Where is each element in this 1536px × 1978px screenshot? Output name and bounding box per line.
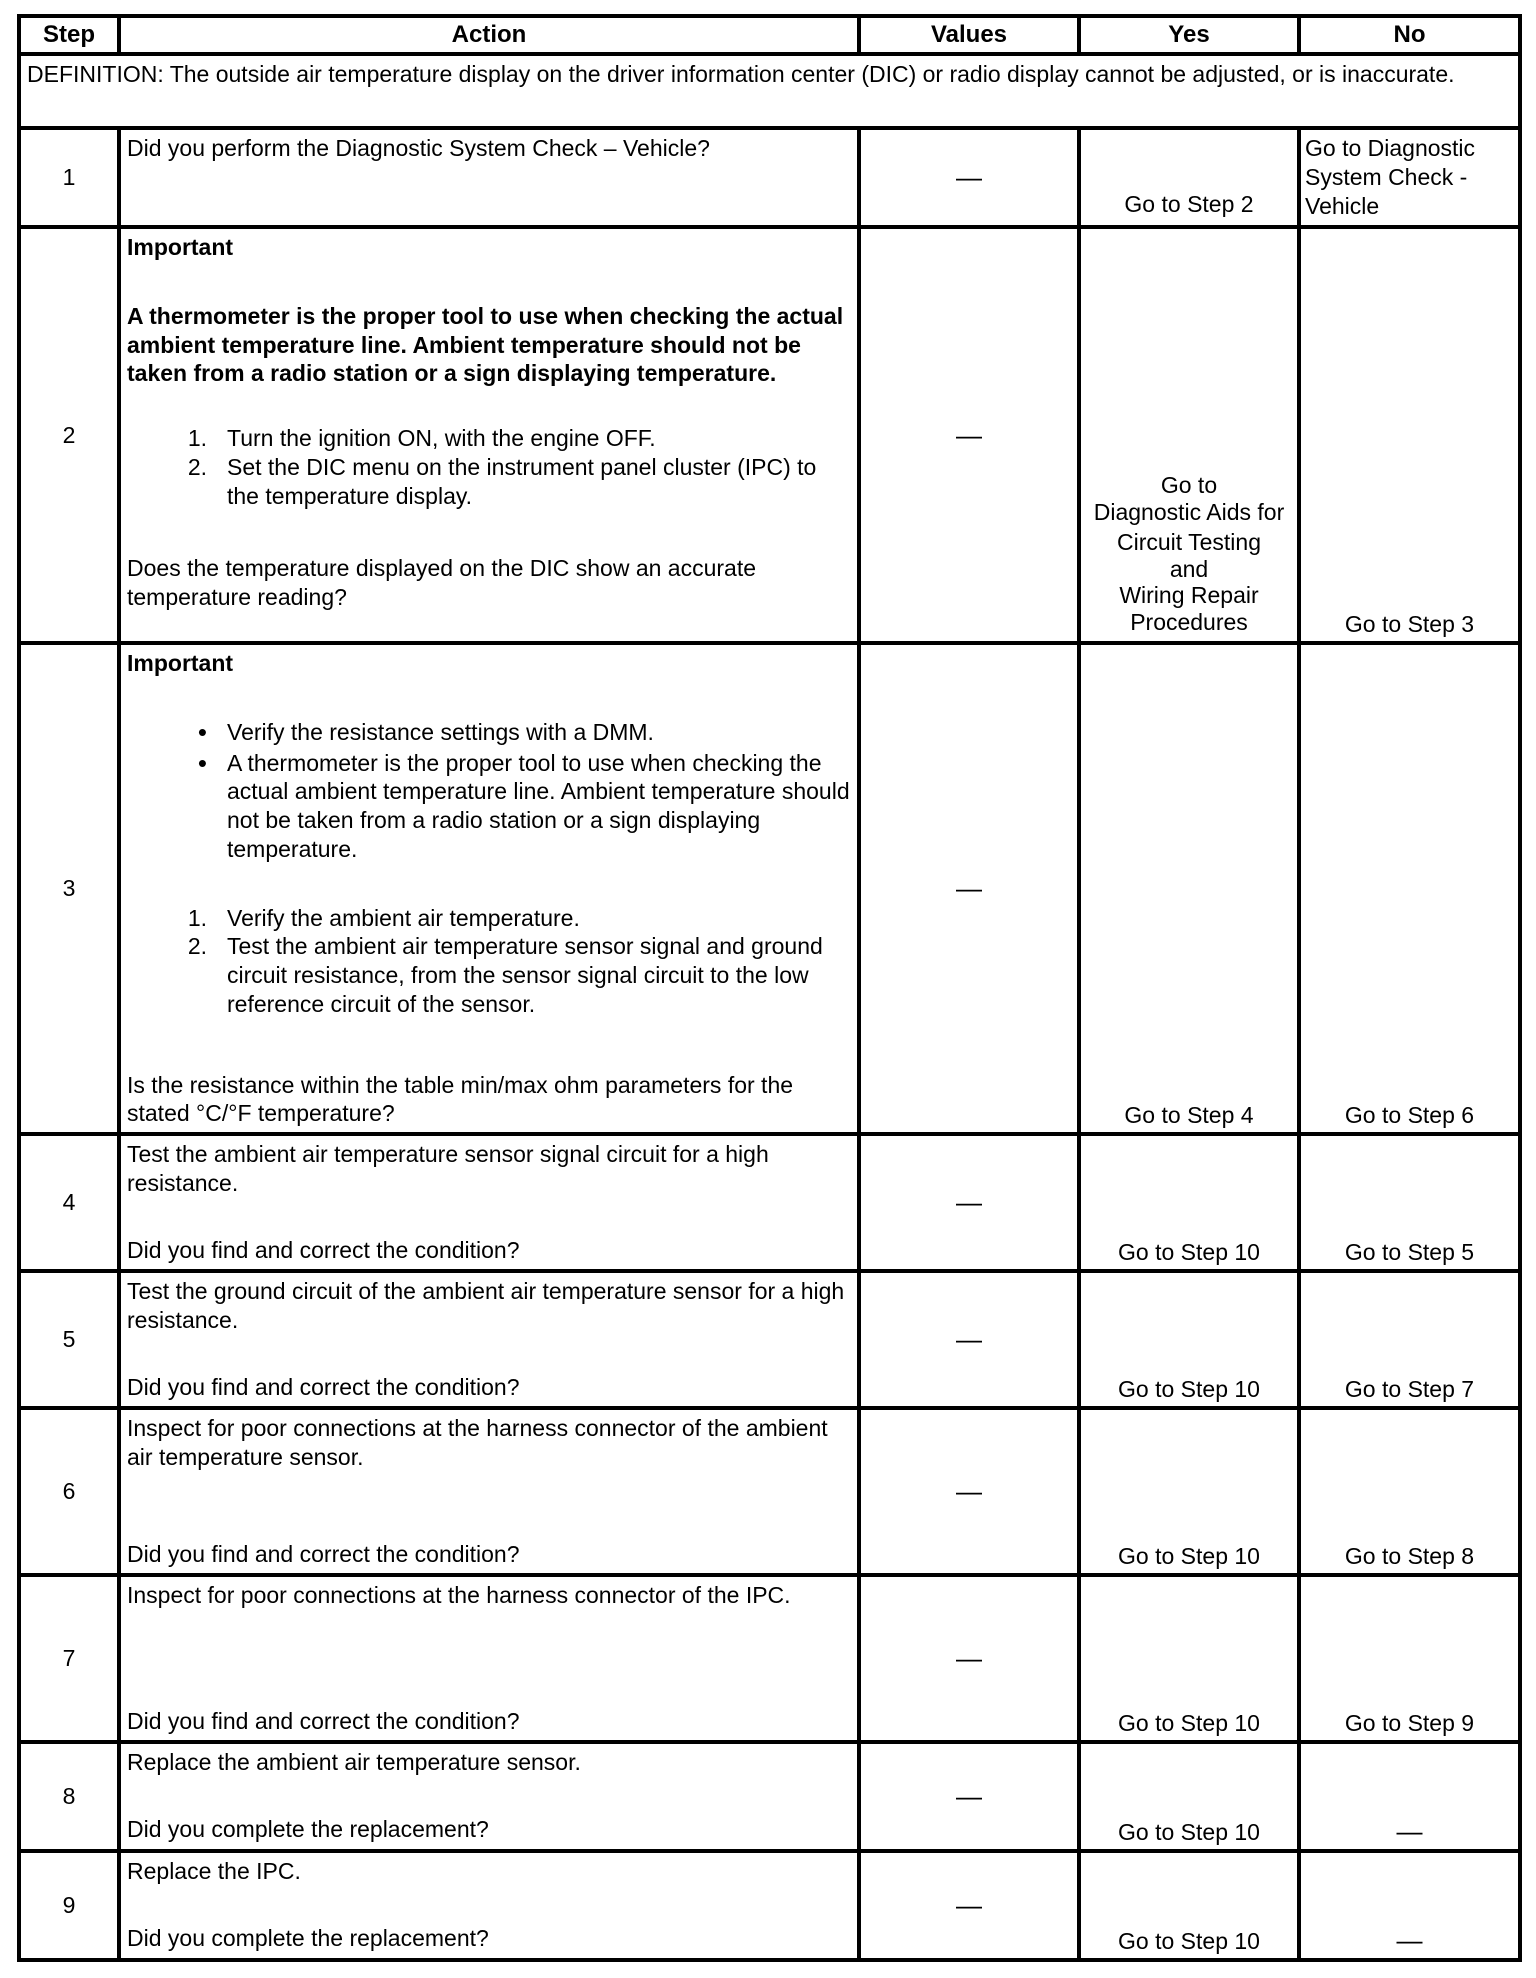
action-cell xyxy=(119,1271,859,1408)
no-cell: Go to Step 8 xyxy=(1299,1408,1520,1575)
yes-cell: Go to Step 4 xyxy=(1079,643,1299,1134)
action-text: Test the ground circuit of the ambient air temperature sensor for a high resistance. xyxy=(127,1278,845,1333)
action-cell xyxy=(119,128,859,227)
action-question: Does the temperature displayed on the DIC show an accurate temperature reading? xyxy=(127,555,757,610)
values-cell: — xyxy=(859,1408,1079,1575)
bullet-list xyxy=(127,718,851,864)
step-number: 9 xyxy=(19,1851,119,1960)
step-number: 4 xyxy=(19,1134,119,1271)
list-item: 1. Turn the ignition ON, with the engine OFF. xyxy=(187,425,656,451)
header-yes: Yes xyxy=(1079,16,1299,54)
no-cell: Go to Diagnostic System Check - Vehicle xyxy=(1299,128,1520,227)
values-cell: — xyxy=(859,643,1079,1134)
table-row xyxy=(19,1271,1520,1408)
action-text: Replace the IPC. xyxy=(127,1858,301,1884)
definition-row xyxy=(19,54,1520,128)
step-number: 7 xyxy=(19,1575,119,1742)
step-number: 3 xyxy=(19,643,119,1134)
no-cell: Go to Step 7 xyxy=(1299,1271,1520,1408)
action-cell xyxy=(119,227,859,643)
yes-cell: Go to Step 10 xyxy=(1079,1575,1299,1742)
table-row xyxy=(19,1742,1520,1851)
step-number: 6 xyxy=(19,1408,119,1575)
table-row xyxy=(19,128,1520,227)
table-row xyxy=(19,643,1520,1134)
list-item: 2. Test the ambient air temperature sensor signal and ground circuit resistance, from the sensor signal circuit to the low reference circuit of the sensor. xyxy=(187,933,823,1017)
no-cell: Go to Step 6 xyxy=(1299,643,1520,1134)
values-cell: — xyxy=(859,128,1079,227)
action-question: Did you find and correct the condition? xyxy=(127,1540,520,1567)
header-step: Step xyxy=(19,16,119,54)
values-cell: — xyxy=(859,1742,1079,1851)
action-cell xyxy=(119,1742,859,1851)
action-text: Inspect for poor connections at the harness connector of the ambient air temperature sensor. xyxy=(127,1415,828,1470)
action-cell xyxy=(119,1851,859,1960)
important-text: A thermometer is the proper tool to use when checking the actual ambient temperature line. Ambient temperature should not be taken from a radio station or a sign displaying temperature. xyxy=(127,302,844,387)
yes-cell: Go to Step 10 xyxy=(1079,1742,1299,1851)
header-values: Values xyxy=(859,16,1079,54)
table-row xyxy=(19,1575,1520,1742)
no-cell: Go to Step 3 xyxy=(1299,227,1520,643)
table-row xyxy=(19,1408,1520,1575)
table-row xyxy=(19,1134,1520,1271)
yes-cell: Go to Step 10 xyxy=(1079,1271,1299,1408)
table-row xyxy=(19,1851,1520,1960)
no-cell: Go to Step 5 xyxy=(1299,1134,1520,1271)
table-header-row xyxy=(19,16,1520,54)
no-cell: — xyxy=(1299,1851,1520,1960)
list-item: 2. Set the DIC menu on the instrument panel cluster (IPC) to the temperature display. xyxy=(187,453,817,509)
action-question: Is the resistance within the table min/max ohm parameters for the stated °C/°F temperature? xyxy=(127,1071,794,1127)
action-question: Did you find and correct the condition? xyxy=(127,1707,520,1734)
list-item: • A thermometer is the proper tool to use when checking the actual ambient temperature line. Ambient temperature should not be taken from a radio station or a sign displaying temperature. xyxy=(197,747,850,862)
step-number: 5 xyxy=(19,1271,119,1408)
action-question: Did you perform the Diagnostic System Check – Vehicle? xyxy=(127,135,710,161)
action-cell xyxy=(119,1408,859,1575)
action-cell xyxy=(119,643,859,1134)
yes-cell: Go to Step 10 xyxy=(1079,1851,1299,1960)
definition-text: DEFINITION: The outside air temperature display on the driver information center (DIC) or radio display cannot be adjusted, or is inaccurate. xyxy=(19,54,1520,128)
list-item: • Verify the resistance settings with a DMM. xyxy=(197,716,654,747)
no-cell: Go to Step 9 xyxy=(1299,1575,1520,1742)
header-action: Action xyxy=(119,16,859,54)
action-cell xyxy=(119,1134,859,1271)
yes-cell: Go to Step 10 xyxy=(1079,1408,1299,1575)
list-item: 1. Verify the ambient air temperature. xyxy=(187,904,580,931)
action-cell xyxy=(119,1575,859,1742)
procedure-list xyxy=(127,424,851,510)
action-question: Did you find and correct the condition? xyxy=(127,1236,520,1263)
values-cell: — xyxy=(859,1134,1079,1271)
action-text: Replace the ambient air temperature sensor. xyxy=(127,1749,581,1775)
action-question: Did you find and correct the condition? xyxy=(127,1373,520,1400)
action-question: Did you complete the replacement? xyxy=(127,1924,489,1951)
header-no: No xyxy=(1299,16,1520,54)
action-question: Did you complete the replacement? xyxy=(127,1815,489,1842)
values-cell: — xyxy=(859,227,1079,643)
step-number: 2 xyxy=(19,227,119,643)
no-cell: — xyxy=(1299,1742,1520,1851)
step-number: 1 xyxy=(19,128,119,227)
yes-cell: Go to Step 2 xyxy=(1079,128,1299,227)
yes-cell: Go to Diagnostic Aids for Circuit Testing and Wiring Repair Procedures xyxy=(1079,227,1299,643)
values-cell: — xyxy=(859,1271,1079,1408)
values-cell: — xyxy=(859,1575,1079,1742)
procedure-list xyxy=(127,904,851,1019)
table-row xyxy=(19,227,1520,643)
important-label: Important xyxy=(127,650,234,676)
action-text: Inspect for poor connections at the harness connector of the IPC. xyxy=(127,1582,791,1608)
yes-cell: Go to Step 10 xyxy=(1079,1134,1299,1271)
step-number: 8 xyxy=(19,1742,119,1851)
values-cell: — xyxy=(859,1851,1079,1960)
action-text: Test the ambient air temperature sensor signal circuit for a high resistance. xyxy=(127,1141,769,1196)
important-label: Important xyxy=(127,234,234,260)
diagnostic-table xyxy=(17,14,1522,1962)
